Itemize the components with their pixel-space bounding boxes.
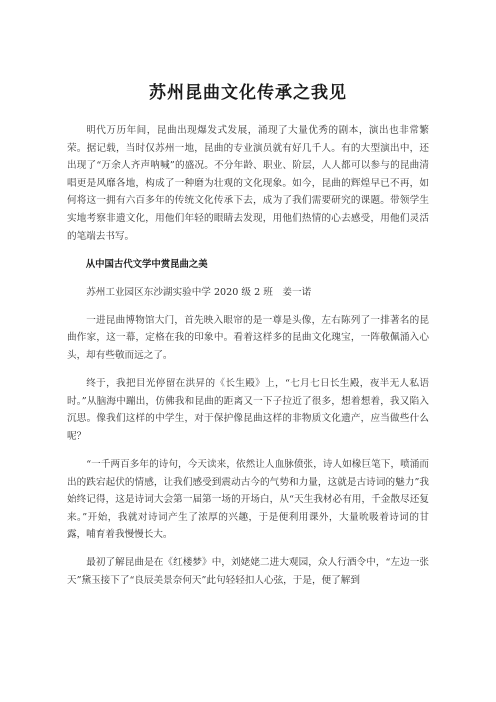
author-line: 苏州工业园区东沙湖实验中学 2020 级 2 班 姜一诺 bbox=[86, 286, 312, 298]
intro-paragraph: 明代万历年间，昆曲出现爆发式发展，涌现了大量优秀的剧本，演出也非常繁荣。据记载，当时仅苏州一地，昆曲的专业演员就有好几千人。有的大型演出中，还出现了“万余人齐声呐喊”的盛况。不分年龄、职业、阶层，人人都可以参与的昆曲清唱更是风靡各地，构成了一种磨为壮观的文化现象。如今，昆曲的辉煌早已不再，如何将这一拥有六百多年的传统文化传承下去，成为了我们需要研究的课题。带领学生实地考察非遗文化，用他们年轻的眼睛去发现，用他们热情的心去感受，用他们灵活的笔端去书写。 bbox=[67, 125, 429, 242]
body-paragraph-1: 一进昆曲博物馆大门，首先映入眼帘的是一尊是头像，左右陈列了一排著名的昆曲作家，这一幕，定格在我的印象中。看着这样多的昆曲文化瑰宝，一阵敬佩涌入心头，却有些敬而远之了。 bbox=[67, 314, 429, 362]
body-paragraph-4: 最初了解昆曲是在《红楼梦》中，刘姥姥二进大观园，众人行酒令中，“左边一张天”黛玉接下了“良辰美景奈何天”此句轻轻扣人心弦，于是，便了解到 bbox=[67, 557, 429, 587]
section-heading: 从中国古代文学中赏昆曲之美 bbox=[85, 258, 208, 270]
document-body bbox=[67, 122, 429, 600]
body-paragraph-2: 终于，我把目光停留在洪昇的《长生殿》上，“七月七日长生殿，夜半无人私语时。”从脑海中蹦出，仿佛我和昆曲的距离又一下子拉近了很多，想着想着，我又陷入沉思。像我们这样的中学生，对于保护像昆曲这样的非物质文化遗产，应当做些什么呢？ bbox=[67, 378, 429, 442]
body-paragraph-3: “一千两百多年的诗句，今天读来，依然让人血脉偾张，诗人如椽巨笔下，喷涌而出的跌宕起伏的情感，让我们感受到震动古今的气势和力量，这就是古诗词的魅力”我始终记得，这是诗词大会第一届第一场的开场白，从“天生我材必有用，千金散尽还复来。”开始，我就对诗词产生了浓厚的兴趣，于是便利用课外，大量吮吸着诗词的甘露，哺育着我慢慢长大。 bbox=[67, 459, 429, 541]
document-title: 苏州昆曲文化传承之我见 bbox=[149, 83, 347, 103]
